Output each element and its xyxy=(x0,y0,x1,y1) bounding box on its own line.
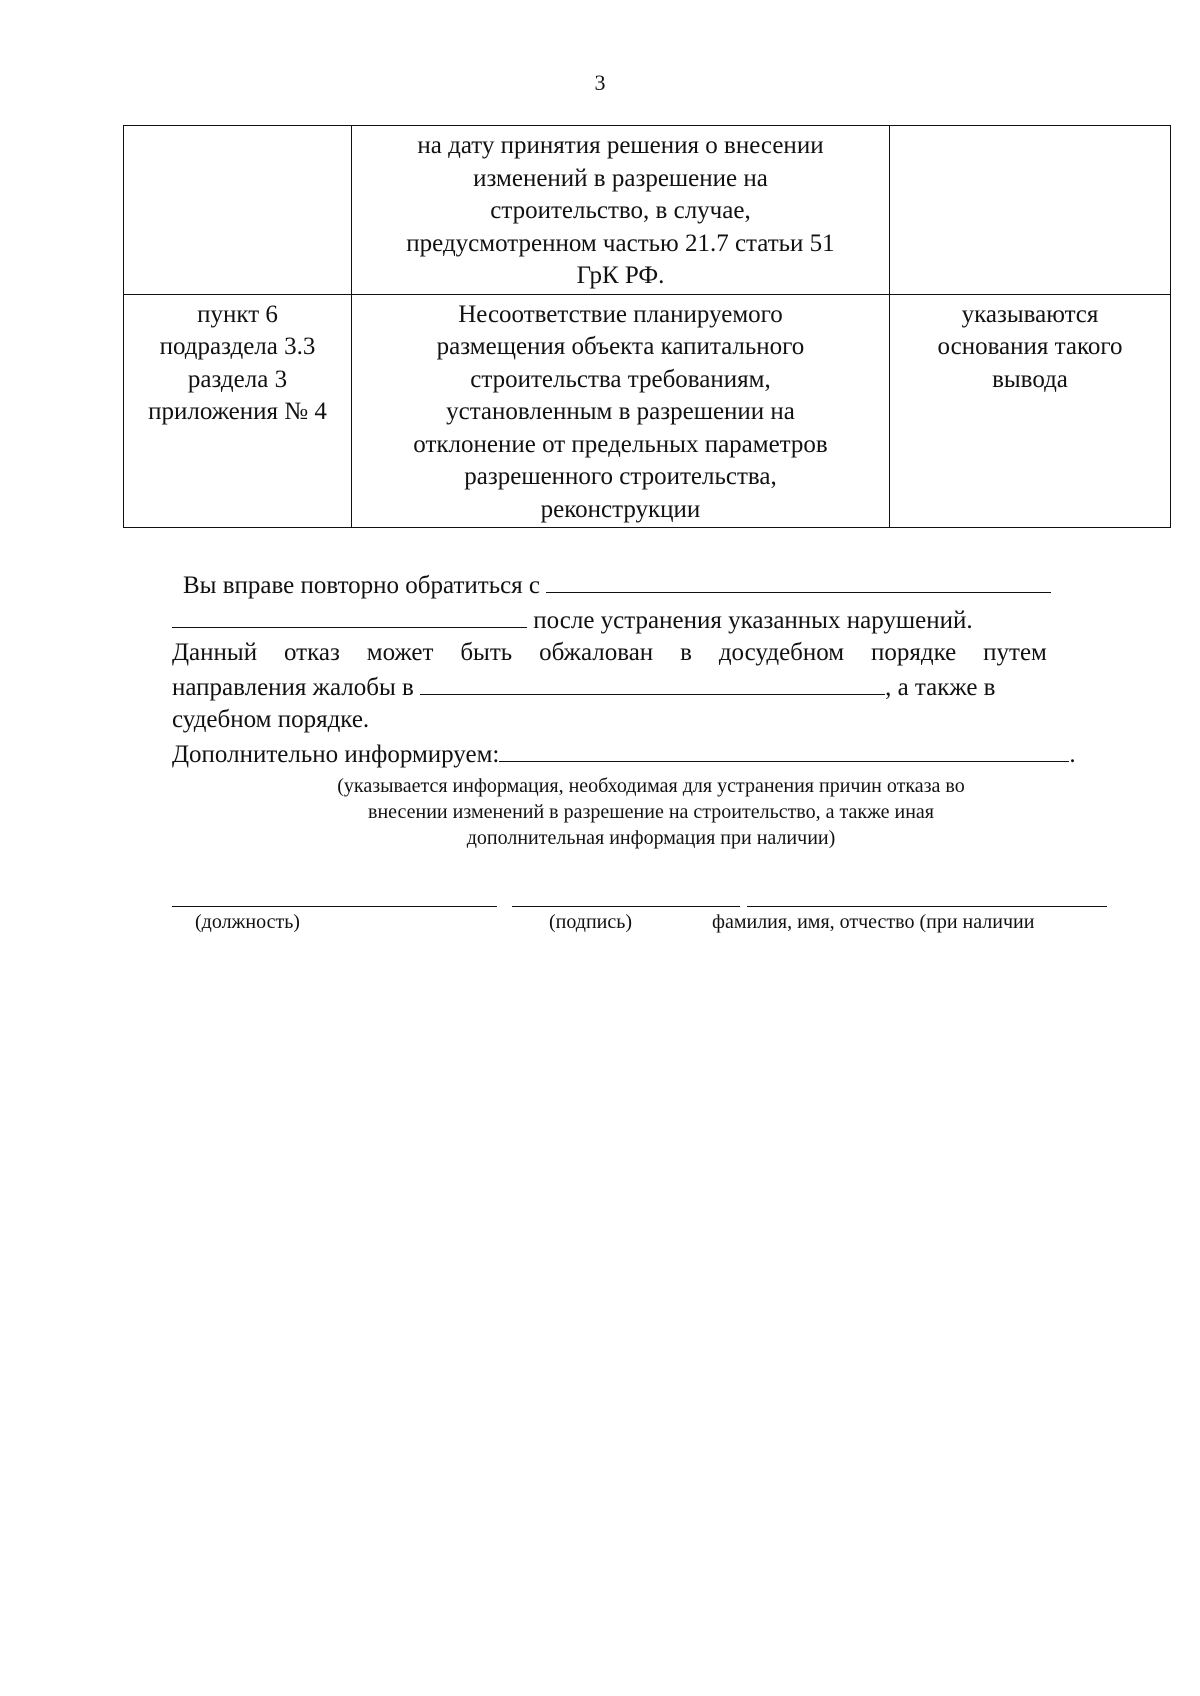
table-cell-reference xyxy=(124,294,352,528)
word: Данный xyxy=(172,639,258,666)
cell-line: раздела 3 xyxy=(187,365,288,393)
word: порядке xyxy=(871,639,957,666)
cell-line: основания такого xyxy=(937,333,1123,360)
note-line: (указывается информация, необходимая для устранения причин отказа во xyxy=(337,775,965,797)
table-cell-reference xyxy=(124,126,352,295)
table-row xyxy=(124,294,1171,528)
appeal-line xyxy=(172,637,1047,670)
reapply-line xyxy=(172,568,1130,603)
reapply-text: Вы вправе повторно обратиться с xyxy=(183,572,541,599)
cell-line: ГрК РФ. xyxy=(576,262,665,289)
cell-line: строительство, в случае, xyxy=(490,197,751,224)
cell-line: указываются xyxy=(961,300,1099,328)
cell-line: строительства требованиям, xyxy=(470,365,771,393)
word: в xyxy=(680,639,692,666)
table-cell-reason xyxy=(352,294,890,528)
cell-line: размещения объекта капитального xyxy=(436,333,805,360)
table-row xyxy=(124,126,1171,295)
position-blank[interactable] xyxy=(172,906,497,907)
signature-block xyxy=(172,886,1107,946)
complaint-line xyxy=(172,670,1130,705)
additional-info-period: . xyxy=(1069,740,1076,768)
cell-line: пункт 6 xyxy=(197,300,278,328)
cell-line: на дату принятия решения о внесении xyxy=(417,132,824,159)
additional-info-text: Дополнительно информируем: xyxy=(172,740,500,768)
after-fix-text: после устранения указанных нарушений. xyxy=(533,606,973,634)
note-line: дополнительная информация при наличии) xyxy=(466,827,836,849)
cell-line: разрешенного строительства, xyxy=(464,463,777,490)
cell-line: приложения № 4 xyxy=(148,398,327,425)
cell-line: установленным в разрешении на xyxy=(446,398,795,425)
cell-line: отклонение от предельных параметров xyxy=(413,430,828,458)
decision-table xyxy=(123,125,1171,528)
reapply-authority-blank[interactable] xyxy=(546,568,1051,593)
word: досудебном xyxy=(718,639,845,666)
signature-label: (подпись) xyxy=(549,911,633,933)
cell-line: реконструкции xyxy=(540,495,701,523)
cell-line: Несоответствие планируемого xyxy=(458,300,783,328)
additional-info-line xyxy=(172,737,1130,772)
complaint-authority-blank[interactable] xyxy=(420,670,885,695)
page-number: 3 xyxy=(594,70,606,95)
position-label: (должность) xyxy=(195,911,300,933)
full-name-label: фамилия, имя, отчество (при наличии xyxy=(712,911,1035,933)
body-text xyxy=(172,568,1130,851)
word: быть xyxy=(460,639,513,666)
word: может xyxy=(366,639,434,666)
cell-line: предусмотренном частью 21.7 статьи 51 xyxy=(406,229,835,257)
additional-info-blank[interactable] xyxy=(499,737,1069,762)
word: отказ xyxy=(284,639,340,666)
cell-line: изменений в разрешение на xyxy=(473,164,768,192)
reapply-authority-blank-continued[interactable] xyxy=(172,603,527,628)
additional-info-note xyxy=(172,773,1130,851)
table-cell-reason xyxy=(352,126,890,295)
note-line: внесении изменений в разрешение на строительство, а также иная xyxy=(368,801,934,823)
court-line: судебном порядке. xyxy=(172,706,370,733)
complaint-text: направления жалобы в xyxy=(172,673,414,701)
cell-line: подраздела 3.3 xyxy=(159,333,316,360)
full-name-blank[interactable] xyxy=(747,906,1107,907)
complaint-suffix: , а также в xyxy=(885,673,996,701)
word: путем xyxy=(983,639,1047,666)
table-cell-explanation xyxy=(890,126,1171,295)
table-cell-explanation xyxy=(890,294,1171,528)
signature-blank[interactable] xyxy=(512,906,740,907)
word: обжалован xyxy=(539,639,654,666)
cell-line: вывода xyxy=(992,365,1068,393)
after-fix-line xyxy=(172,603,1130,638)
